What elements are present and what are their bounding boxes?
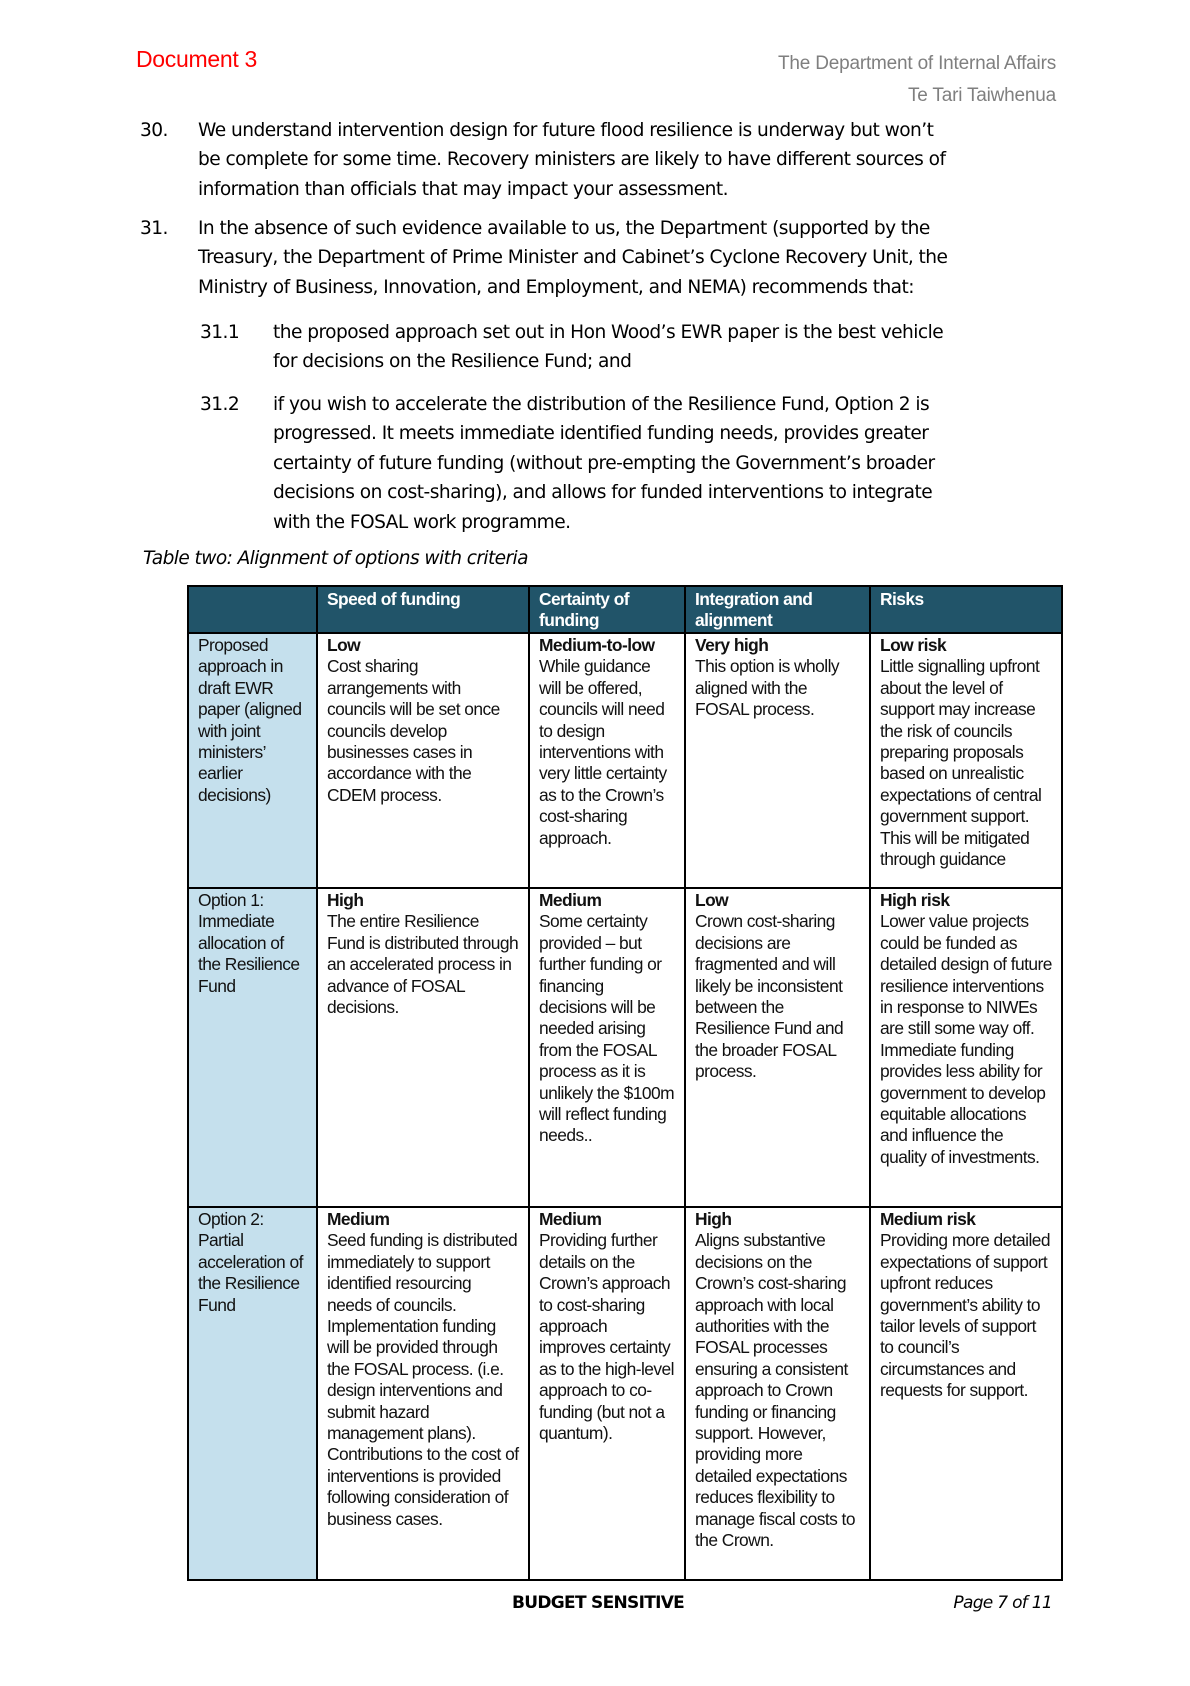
paragraph-text bbox=[198, 214, 1068, 302]
text-line: In the absence of such evidence available to us, the Department (supported by the bbox=[198, 218, 930, 239]
paragraph-number: 30. bbox=[140, 120, 168, 141]
certainty-cell bbox=[529, 633, 685, 888]
option-label: Option 2: Partial acceleration of the Resilience Fund bbox=[188, 1207, 317, 1580]
paragraph-number: 31. bbox=[140, 218, 168, 239]
option-label: Proposed approach in draft EWR paper (aligned with joint ministers’ earlier decisions) bbox=[188, 633, 317, 888]
department-maori-name: Te Tari Taiwhenua bbox=[908, 85, 1056, 106]
sub-item-text bbox=[273, 318, 1033, 377]
rating: Medium-to-low bbox=[539, 635, 655, 655]
text-line: Treasury, the Department of Prime Minister and Cabinet’s Cyclone Recovery Unit, the bbox=[198, 247, 948, 269]
description: Seed funding is distributed immediately to support identified resourcing needs of councils. Implementation funding will be provided through the FOSAL process. (i.e. design interventions and submit hazard management plans). Contributions to the cost of interventions is provided following consideration of business cases. bbox=[327, 1230, 519, 1529]
criteria-table bbox=[187, 585, 1063, 1581]
description: Cost sharing arrangements with councils will be set once councils develop businesses cases in accordance with the CDEM process. bbox=[327, 656, 500, 805]
column-header-risks: Risks bbox=[870, 586, 1062, 633]
speed-cell bbox=[317, 633, 529, 888]
classification-label: BUDGET SENSITIVE bbox=[512, 1593, 685, 1613]
rating: High bbox=[695, 1209, 732, 1229]
rating: Very high bbox=[695, 635, 769, 655]
speed-cell bbox=[317, 888, 529, 1207]
sub-item-number: 31.1 bbox=[200, 322, 240, 343]
paragraph-text bbox=[198, 116, 1068, 204]
rating: Medium bbox=[539, 1209, 602, 1229]
table-caption: Table two: Alignment of options with criteria bbox=[143, 548, 528, 569]
description: Little signalling upfront about the level of support may increase the risk of councils preparing proposals based on unrealistic expectations of central government support. This will be mitigated through guidance bbox=[880, 656, 1042, 870]
text-line: the proposed approach set out in Hon Wood’s EWR paper is the best vehicle bbox=[273, 322, 944, 343]
table-header-row bbox=[188, 586, 1062, 633]
risks-cell bbox=[870, 633, 1062, 888]
text-line: with the FOSAL work programme. bbox=[273, 511, 571, 533]
certainty-cell bbox=[529, 888, 685, 1207]
description: Aligns substantive decisions on the Crown’s cost-sharing approach with local authorities with the FOSAL processes ensuring a consistent approach to Crown funding or financing support. However, providing more detailed expectations reduces flexibility to manage fiscal costs to the Crown. bbox=[695, 1230, 855, 1551]
description: Crown cost-sharing decisions are fragmented and will likely be inconsistent between the Resilience Fund and the broader FOSAL process. bbox=[695, 911, 844, 1082]
integration-cell bbox=[685, 633, 870, 888]
text-line: We understand intervention design for future flood resilience is underway but won’t bbox=[198, 120, 934, 141]
sub-item-number: 31.2 bbox=[200, 394, 240, 415]
description: This option is wholly aligned with the FOSAL process. bbox=[695, 656, 840, 720]
integration-cell bbox=[685, 1207, 870, 1580]
column-header-speed: Speed of funding bbox=[317, 586, 529, 633]
rating: High risk bbox=[880, 890, 950, 910]
risks-cell bbox=[870, 1207, 1062, 1580]
description: Some certainty provided – but further funding or financing decisions will be needed arising from the FOSAL process as it is unlikely the $100m will reflect funding needs.. bbox=[539, 911, 675, 1146]
document-label: Document 3 bbox=[136, 46, 258, 72]
department-name: The Department of Internal Affairs bbox=[778, 53, 1056, 74]
text-line: if you wish to accelerate the distribution of the Resilience Fund, Option 2 is bbox=[273, 394, 930, 415]
speed-cell bbox=[317, 1207, 529, 1580]
text-line: information than officials that may impact your assessment. bbox=[198, 178, 728, 200]
description: Providing more detailed expectations of support upfront reduces government’s ability to tailor levels of support to council’s circumstances and requests for support. bbox=[880, 1230, 1051, 1401]
rating: Medium bbox=[327, 1209, 390, 1229]
table-row bbox=[188, 633, 1062, 888]
description: While guidance will be offered, councils will need to design interventions with very little certainty as to the Crown’s cost-sharing approach. bbox=[539, 656, 667, 848]
text-line: Ministry of Business, Innovation, and Employment, and NEMA) recommends that: bbox=[198, 276, 914, 298]
text-line: certainty of future funding (without pre-empting the Government’s broader bbox=[273, 452, 935, 474]
rating: Low risk bbox=[880, 635, 947, 655]
table-row bbox=[188, 1207, 1062, 1580]
sub-item-text bbox=[273, 390, 1033, 537]
rating: Low bbox=[327, 635, 361, 655]
text-line: be complete for some time. Recovery ministers are likely to have different sources of bbox=[198, 149, 946, 171]
option-label: Option 1: Immediate allocation of the Resilience Fund bbox=[188, 888, 317, 1207]
column-header-option bbox=[188, 586, 317, 633]
text-line: decisions on cost-sharing), and allows for funded interventions to integrate bbox=[273, 482, 933, 504]
text-line: for decisions on the Resilience Fund; and bbox=[273, 351, 632, 373]
certainty-cell bbox=[529, 1207, 685, 1580]
description: Providing further details on the Crown’s approach to cost-sharing approach improves certainty as to the high-level approach to co-funding (but not a quantum). bbox=[539, 1230, 674, 1444]
text-line: progressed. It meets immediate identified funding needs, provides greater bbox=[273, 423, 929, 445]
rating: Medium bbox=[539, 890, 602, 910]
column-header-integration: Integration and alignment bbox=[685, 586, 870, 633]
description: Lower value projects could be funded as detailed design of future resilience interventions in response to NIWEs are still some way off. Immediate funding provides less ability for government to develop equitable allocations and influence the quality of investments. bbox=[880, 911, 1052, 1167]
column-header-certainty: Certainty of funding bbox=[529, 586, 685, 633]
integration-cell bbox=[685, 888, 870, 1207]
description: The entire Resilience Fund is distributed through an accelerated process in advance of FOSAL decisions. bbox=[327, 911, 519, 1018]
rating: Low bbox=[695, 890, 729, 910]
rating: High bbox=[327, 890, 364, 910]
risks-cell bbox=[870, 888, 1062, 1207]
department-header bbox=[778, 48, 1056, 112]
rating: Medium risk bbox=[880, 1209, 976, 1229]
table-row bbox=[188, 888, 1062, 1207]
page-number: Page 7 of 11 bbox=[953, 1593, 1052, 1613]
